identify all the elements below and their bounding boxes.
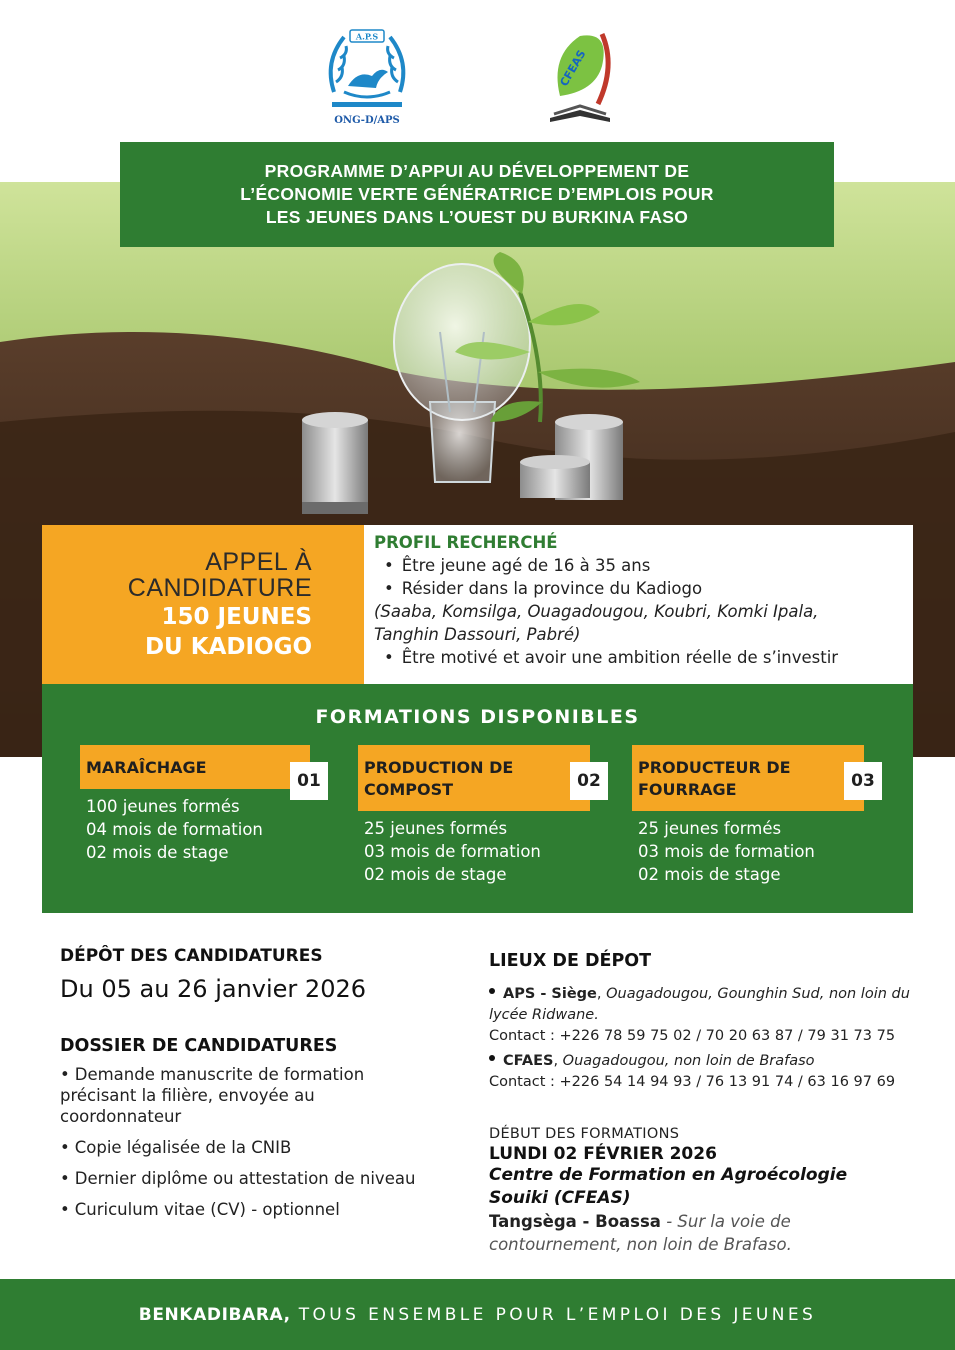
profile-item: • Être jeune agé de 16 à 35 ans xyxy=(374,554,913,577)
deposit-places-title: LIEUX DE DÉPOT xyxy=(489,951,652,971)
site-contact: Contact : +226 78 59 75 02 / 70 20 63 87 / 79 31 73 75 xyxy=(489,1028,896,1044)
formation-label xyxy=(80,745,321,791)
appel-line: CANDIDATURE xyxy=(127,573,312,602)
formation-label xyxy=(632,745,875,811)
program-title-line: L’ÉCONOMIE VERTE GÉNÉRATRICE D’EMPLOIS POUR xyxy=(240,184,714,204)
training-place-note: - Sur la voie de xyxy=(666,1212,791,1231)
profile-box xyxy=(364,525,913,684)
training-start-date: LUNDI 02 FÉVRIER 2026 xyxy=(489,1144,717,1164)
training-start xyxy=(489,1126,929,1256)
site-name: CFAES xyxy=(503,1053,554,1069)
formation-name: PRODUCTEUR DE xyxy=(638,758,791,777)
footer-banner xyxy=(0,1279,955,1350)
deposit-title: DÉPÔT DES CANDIDATURES xyxy=(60,946,323,966)
training-place-note: contournement, non loin de Brafaso. xyxy=(489,1235,792,1254)
site-contact: Contact : +226 54 14 94 93 / 76 13 91 74 / 63 16 97 69 xyxy=(489,1074,896,1090)
formation-detail: 02 mois de stage xyxy=(86,843,229,862)
deposit-dates: Du 05 au 26 janvier 2026 xyxy=(60,975,366,1003)
cfeas-logo xyxy=(540,26,620,126)
formation-card xyxy=(80,745,330,864)
footer-brand: BENKADIBARA, xyxy=(138,1304,291,1325)
formation-name: MARAÎCHAGE xyxy=(86,758,207,777)
formation-label xyxy=(358,745,601,811)
training-start-label: DÉBUT DES FORMATIONS xyxy=(489,1126,680,1142)
aps-caption: ONG-D/APS xyxy=(334,115,400,126)
formations-title: FORMATIONS DISPONIBLES xyxy=(315,706,640,728)
deposit-site: APS - Siège, Ouagadougou, Gounghin Sud, non loin du lycée Ridwane. xyxy=(489,986,910,1023)
profile-item: • Être motivé et avoir une ambition réelle de s’investir xyxy=(374,646,913,669)
dossier-item: • Dernier diplôme ou attestation de niveau xyxy=(60,1168,420,1189)
dossier-item: • Curiculum vitae (CV) - optionnel xyxy=(60,1199,420,1220)
bullet-icon xyxy=(489,988,495,994)
appel-count-line: DU KADIOGO xyxy=(144,633,312,660)
site-address: Ouagadougou, Gounghin Sud, non loin du lycée Ridwane. xyxy=(489,986,910,1023)
dossier-item: • Demande manuscrite de formation précisant la filière, envoyée au coordonnateur xyxy=(60,1064,420,1127)
formation-detail: 02 mois de stage xyxy=(364,865,507,884)
appel-count-line: 150 JEUNES xyxy=(161,603,312,630)
dossier-title: DOSSIER DE CANDIDATURES xyxy=(60,1036,338,1056)
formation-detail: 25 jeunes formés xyxy=(364,819,508,838)
call-for-applications-box xyxy=(42,525,364,684)
training-place xyxy=(489,1233,929,1256)
formation-detail: 03 mois de formation xyxy=(638,842,815,861)
formation-detail: 25 jeunes formés xyxy=(638,819,782,838)
formations-section xyxy=(42,684,913,913)
bullet-icon xyxy=(489,1055,495,1061)
program-title-banner xyxy=(120,142,834,247)
formation-number: 02 xyxy=(570,762,608,800)
profile-localities: Tanghin Dassouri, Pabré) xyxy=(374,625,581,644)
profile-localities: (Saaba, Komsilga, Ouagadougou, Koubri, Komki Ipala, xyxy=(374,602,819,621)
formation-card xyxy=(358,745,608,886)
dossier-list xyxy=(60,1064,420,1230)
formation-detail: 04 mois de formation xyxy=(86,820,263,839)
dossier-item: • Copie légalisée de la CNIB xyxy=(60,1137,420,1158)
site-name: APS - Siège xyxy=(503,986,597,1002)
formation-detail: 02 mois de stage xyxy=(638,865,781,884)
formation-card xyxy=(632,745,882,886)
training-centre: Centre de Formation en Agroécologie xyxy=(489,1165,848,1185)
program-title-line: PROGRAMME D’APPUI AU DÉVELOPPEMENT DE xyxy=(264,161,690,181)
formation-detail: 03 mois de formation xyxy=(364,842,541,861)
formation-name: FOURRAGE xyxy=(638,780,737,799)
profile-heading: PROFIL RECHERCHÉ xyxy=(374,533,558,552)
site-address: Ouagadougou, non loin de Brafaso xyxy=(562,1053,815,1069)
formation-name: COMPOST xyxy=(364,780,454,799)
deposit-site: CFAES, Ouagadougou, non loin de Brafaso xyxy=(489,1051,919,1072)
training-centre: Souiki (CFEAS) xyxy=(489,1188,631,1208)
program-title-line: LES JEUNES DANS L’OUEST DU BURKINA FASO xyxy=(265,207,689,227)
formation-detail: 100 jeunes formés xyxy=(86,797,240,816)
profile-item: • Résider dans la province du Kadiogo xyxy=(374,577,913,600)
formation-number: 03 xyxy=(844,762,882,800)
formation-number: 01 xyxy=(290,762,328,800)
aps-logo-text: A.P.S xyxy=(355,31,379,42)
footer-slogan: TOUS ENSEMBLE POUR L’EMPLOI DES JEUNES xyxy=(298,1304,817,1325)
deposit-places xyxy=(489,984,919,1093)
appel-line: APPEL À xyxy=(205,547,312,576)
aps-logo xyxy=(314,22,420,128)
training-place xyxy=(489,1210,929,1233)
formation-name: PRODUCTION DE xyxy=(364,758,514,777)
cfeas-logo-text: CFEAS xyxy=(557,47,589,89)
training-place-name: Tangsèga - Boassa xyxy=(489,1212,661,1231)
